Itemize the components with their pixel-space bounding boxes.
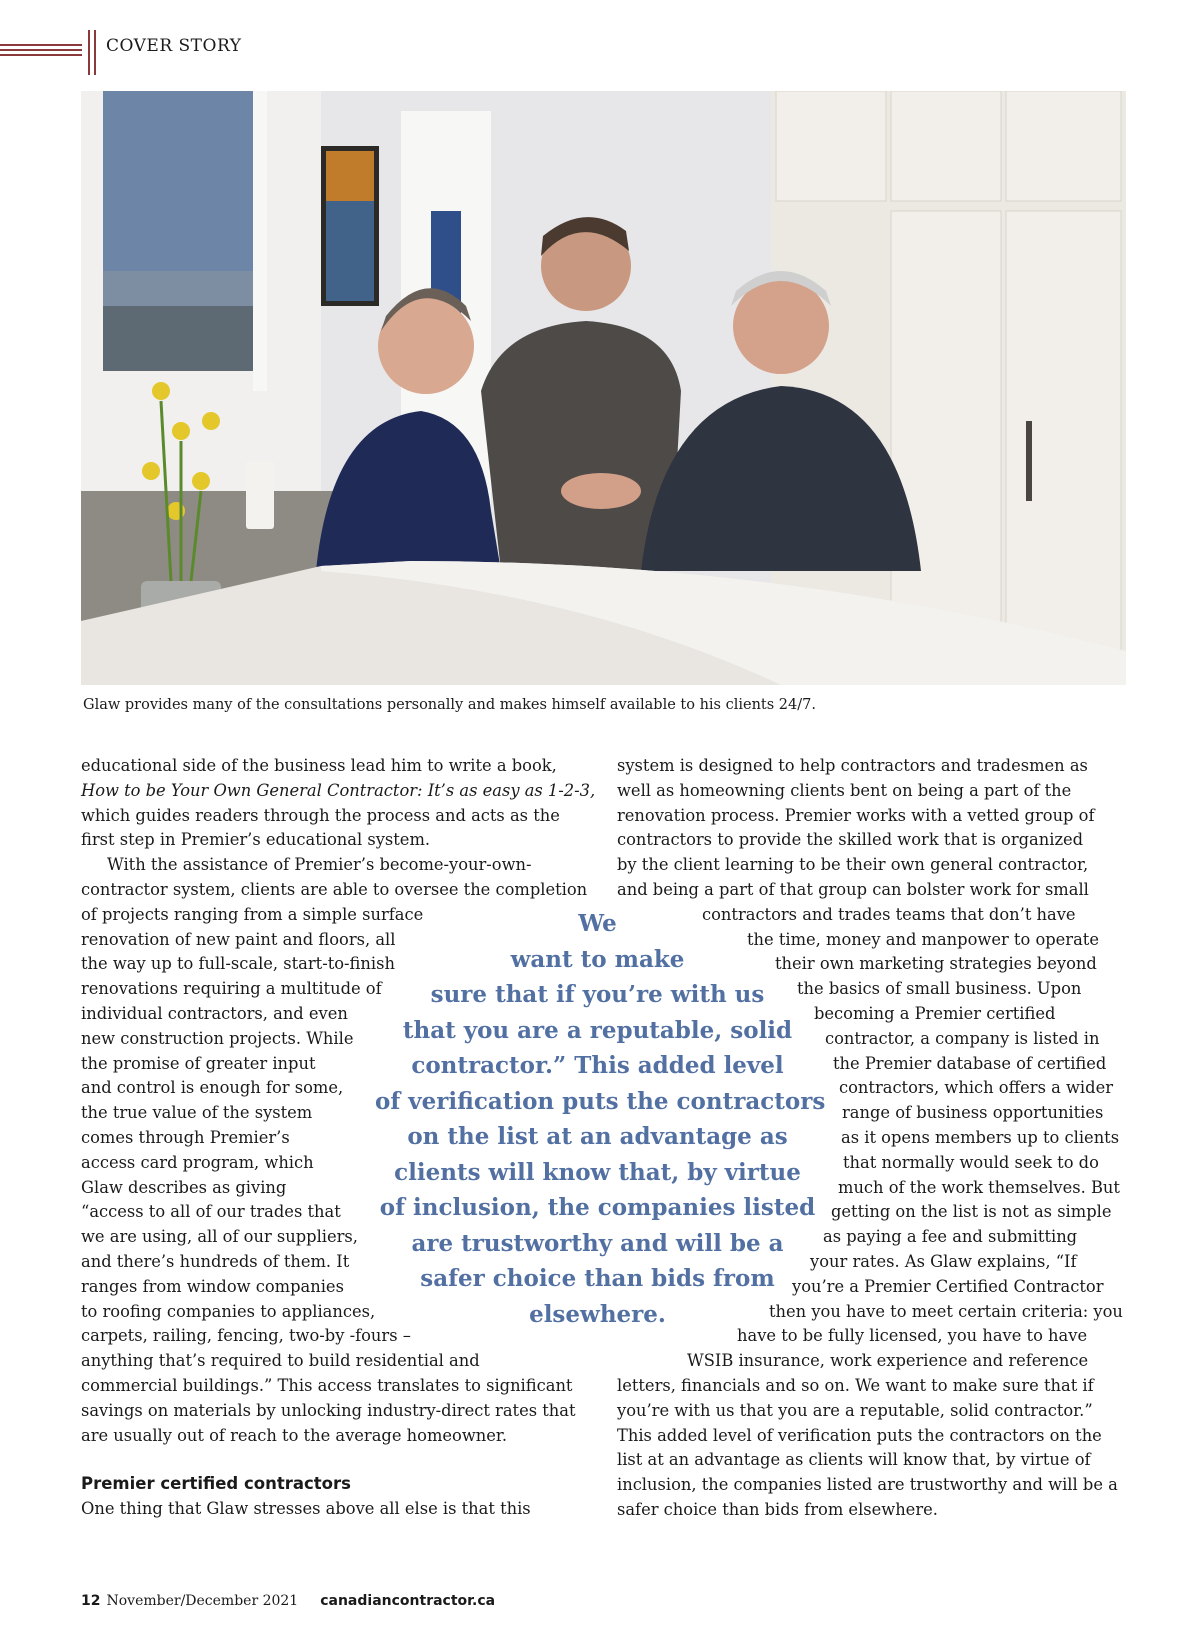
body-line: renovations requiring a multitude of — [81, 979, 382, 999]
body-line: safer choice than bids from elsewhere. — [617, 1499, 938, 1519]
pull-quote-line: elsewhere. — [529, 1300, 666, 1328]
pull-quote-line: that you are a reputable, solid — [402, 1016, 793, 1044]
body-line: the promise of greater input — [81, 1053, 316, 1073]
body-line: individual contractors, and even — [81, 1003, 348, 1023]
body-line: renovation process. Premier works with a vetted group of — [617, 805, 1095, 825]
pull-quote-line: of inclusion, the companies listed — [379, 1194, 816, 1221]
pull-quote-line: want to make — [510, 945, 685, 973]
body-line: educational side of the business lead him to write a book, — [81, 756, 557, 775]
body-line: as paying a fee and submitting — [823, 1227, 1078, 1247]
body-line: of projects ranging from a simple surface — [81, 904, 424, 924]
body-line: getting on the list is not as simple — [831, 1202, 1112, 1222]
pull-quote-line: safer choice than bids from — [420, 1265, 775, 1292]
body-line: This added level of verification puts the contractors on the — [617, 1425, 1102, 1445]
body-line: their own marketing strategies beyond — [775, 954, 1097, 974]
issue-date: November/December 2021 — [106, 1593, 299, 1609]
body-line: “access to all of our trades that — [81, 1202, 341, 1222]
body-line: first step in Premier’s educational system. — [81, 830, 431, 850]
body-line: we are using, all of our suppliers, — [81, 1227, 358, 1247]
body-line: much of the work themselves. But — [838, 1177, 1120, 1197]
body-line: Glaw describes as giving — [81, 1177, 287, 1197]
body-line: carpets, railing, fencing, two-by -fours – — [81, 1326, 411, 1346]
cover-photo — [81, 91, 1126, 685]
body-line: inclusion, the companies listed are trustworthy and will be a — [617, 1475, 1118, 1495]
body-line: contractors to provide the skilled work that is organized — [617, 830, 1084, 850]
body-line: new construction projects. While — [81, 1028, 354, 1048]
body-line: the basics of small business. Upon — [797, 979, 1082, 999]
photo-caption: Glaw provides many of the consultations personally and makes himself available to his clients 24/7. — [83, 697, 816, 713]
page-footer — [81, 1593, 495, 1609]
body-line: commercial buildings.” This access translates to significant — [81, 1375, 573, 1395]
section-label: COVER STORY — [106, 36, 242, 56]
body-line: One thing that Glaw stresses above all else is that this — [81, 1499, 531, 1519]
body-line: system is designed to help contractors and tradesmen as — [617, 756, 1088, 775]
body-line: access card program, which — [81, 1152, 314, 1172]
body-line: then you have to meet certain criteria: you — [769, 1301, 1123, 1321]
website-link[interactable]: canadiancontractor.ca — [320, 1593, 496, 1609]
pull-quote-line: are trustworthy and will be a — [411, 1229, 784, 1257]
body-line: the true value of the system — [81, 1103, 313, 1123]
body-line: ranges from window companies — [81, 1276, 344, 1296]
subheading: Premier certified contractors — [81, 1474, 351, 1494]
body-line: to roofing companies to appliances, — [81, 1301, 376, 1321]
pull-quote-line: sure that if you’re with us — [430, 981, 765, 1008]
body-line: savings on materials by unlocking industry-direct rates that — [81, 1400, 576, 1420]
body-line: you’re a Premier Certified Contractor — [792, 1276, 1104, 1296]
body-line: and there’s hundreds of them. It — [81, 1251, 350, 1271]
body-line: well as homeowning clients bent on being a part of the — [617, 780, 1072, 800]
body-line: renovation of new paint and floors, all — [81, 929, 396, 949]
body-line: the time, money and manpower to operate — [747, 929, 1099, 949]
body-line: and being a part of that group can bolster work for small — [617, 879, 1089, 899]
body-line: becoming a Premier certified — [814, 1003, 1056, 1023]
body-line: are usually out of reach to the average homeowner. — [81, 1425, 508, 1445]
pull-quote-line: on the list at an advantage as — [407, 1123, 788, 1150]
body-line: your rates. As Glaw explains, “If — [810, 1251, 1077, 1271]
header-rules — [0, 44, 82, 58]
body-line: contractors and trades teams that don’t have — [702, 904, 1076, 924]
pull-quote-line: clients will know that, by virtue — [394, 1158, 801, 1186]
body-line: contractor system, clients are able to oversee the completion — [81, 879, 588, 899]
body-line: letters, financials and so on. We want to make sure that if — [617, 1375, 1094, 1395]
body-line: the Premier database of certified — [833, 1053, 1107, 1073]
body-line: the way up to full-scale, start-to-finish — [81, 954, 395, 974]
body-line: you’re with us that you are a reputable, solid contractor.” — [617, 1400, 1093, 1420]
body-line: comes through Premier’s — [81, 1127, 290, 1147]
body-line: and control is enough for some, — [81, 1078, 344, 1098]
pull-quote-line: We — [578, 910, 617, 937]
pull-quote — [375, 906, 826, 1332]
body-line: contractor, a company is listed in — [825, 1028, 1100, 1048]
body-line: by the client learning to be their own general contractor, — [617, 855, 1089, 875]
body-line: With the assistance of Premier’s become-your-own- — [107, 855, 532, 875]
pull-quote-line: of verification puts the contractors — [375, 1087, 826, 1115]
page-number: 12 — [81, 1593, 101, 1609]
body-line: list at an advantage as clients will know that, by virtue of — [617, 1450, 1091, 1470]
body-line: that normally would seek to do — [843, 1152, 1099, 1172]
book-title-line: How to be Your Own General Contractor: It’s as easy as 1-2-3, — [81, 780, 596, 800]
body-line: have to be fully licensed, you have to have — [737, 1326, 1088, 1346]
header-vertical-bars — [88, 30, 100, 75]
body-line: contractors, which offers a wider — [839, 1078, 1113, 1098]
body-line: range of business opportunities — [842, 1103, 1104, 1123]
body-line: anything that’s required to build residential and — [81, 1351, 480, 1371]
pull-quote-line: contractor.” This added level — [411, 1052, 784, 1079]
body-line: which guides readers through the process and acts as the — [81, 805, 560, 825]
body-line: WSIB insurance, work experience and reference — [687, 1351, 1089, 1371]
body-line: as it opens members up to clients — [841, 1127, 1120, 1147]
